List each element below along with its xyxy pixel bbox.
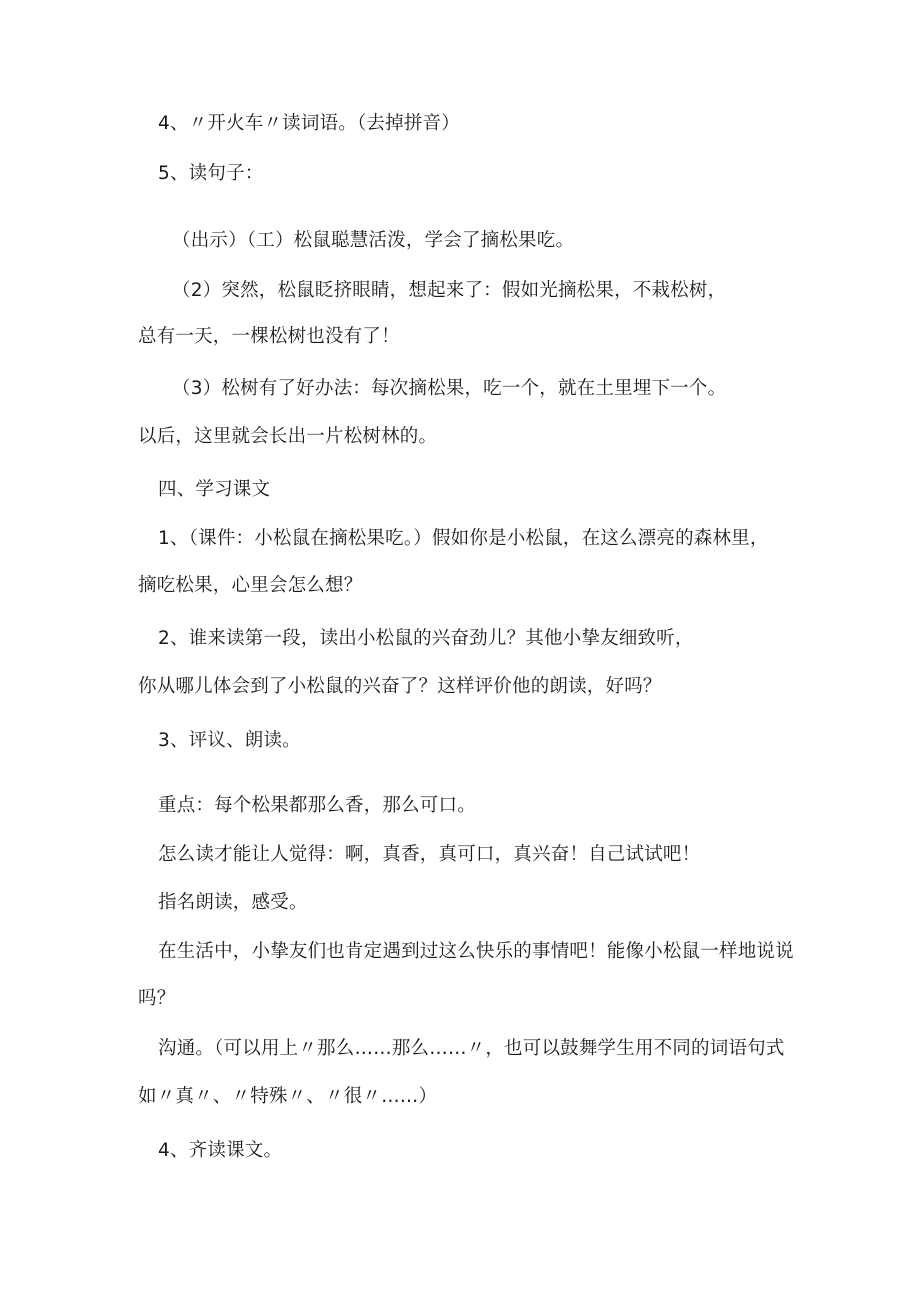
text-line: 怎么读才能让人觉得：啊，真香，真可口，真兴奋！自己试试吧！ <box>158 844 701 865</box>
text-line: 如〃真〃、〃特殊〃、〃很〃……） <box>138 1086 438 1107</box>
text-line: 以后，这里就会长出一片松树林的。 <box>138 426 438 447</box>
section-heading: 四、学习课文 <box>158 479 271 500</box>
text-line: 吗？ <box>138 988 176 1009</box>
text-line: 3、评议、朗读。 <box>158 730 301 751</box>
text-line: 重点：每个松果都那么香，那么可口。 <box>158 795 476 816</box>
text-line: 摘吃松果，心里会怎么想？ <box>138 575 363 596</box>
text-line: 沟通。（可以用上〃那么……那么……〃，也可以鼓舞学生用不同的词语句式 <box>158 1038 785 1059</box>
text-line: 2、谁来读第一段，读出小松鼠的兴奋劲儿？其他小挚友细致听， <box>158 628 694 649</box>
text-line: 在生活中，小挚友们也肯定遇到过这么快乐的事情吧！能像小松鼠一样地说说 <box>158 941 794 962</box>
text-line: 4、齐读课文。 <box>158 1140 283 1161</box>
text-line: 1、（课件：小松鼠在摘松果吃。）假如你是小松鼠，在这么漂亮的森林里， <box>158 528 769 549</box>
text-line: 总有一天，一棵松树也没有了！ <box>138 326 400 347</box>
text-line: 指名朗读，感受。 <box>158 892 308 913</box>
text-line: （出示）（工）松鼠聪慧活泼，学会了摘松果吃。 <box>172 230 575 251</box>
text-line: 4、〃开火车〃读词语。（去掉拼音） <box>158 113 460 134</box>
text-line: （2）突然，松鼠眨挤眼睛，想起来了：假如光摘松果，不栽松树， <box>172 280 727 301</box>
text-line: 5、读句子： <box>158 163 264 184</box>
text-line: （3）松树有了好办法：每次摘松果，吃一个，就在土里埋下一个。 <box>172 378 727 399</box>
text-line: 你从哪儿体会到了小松鼠的兴奋了？这样评价他的朗读，好吗？ <box>138 676 662 697</box>
